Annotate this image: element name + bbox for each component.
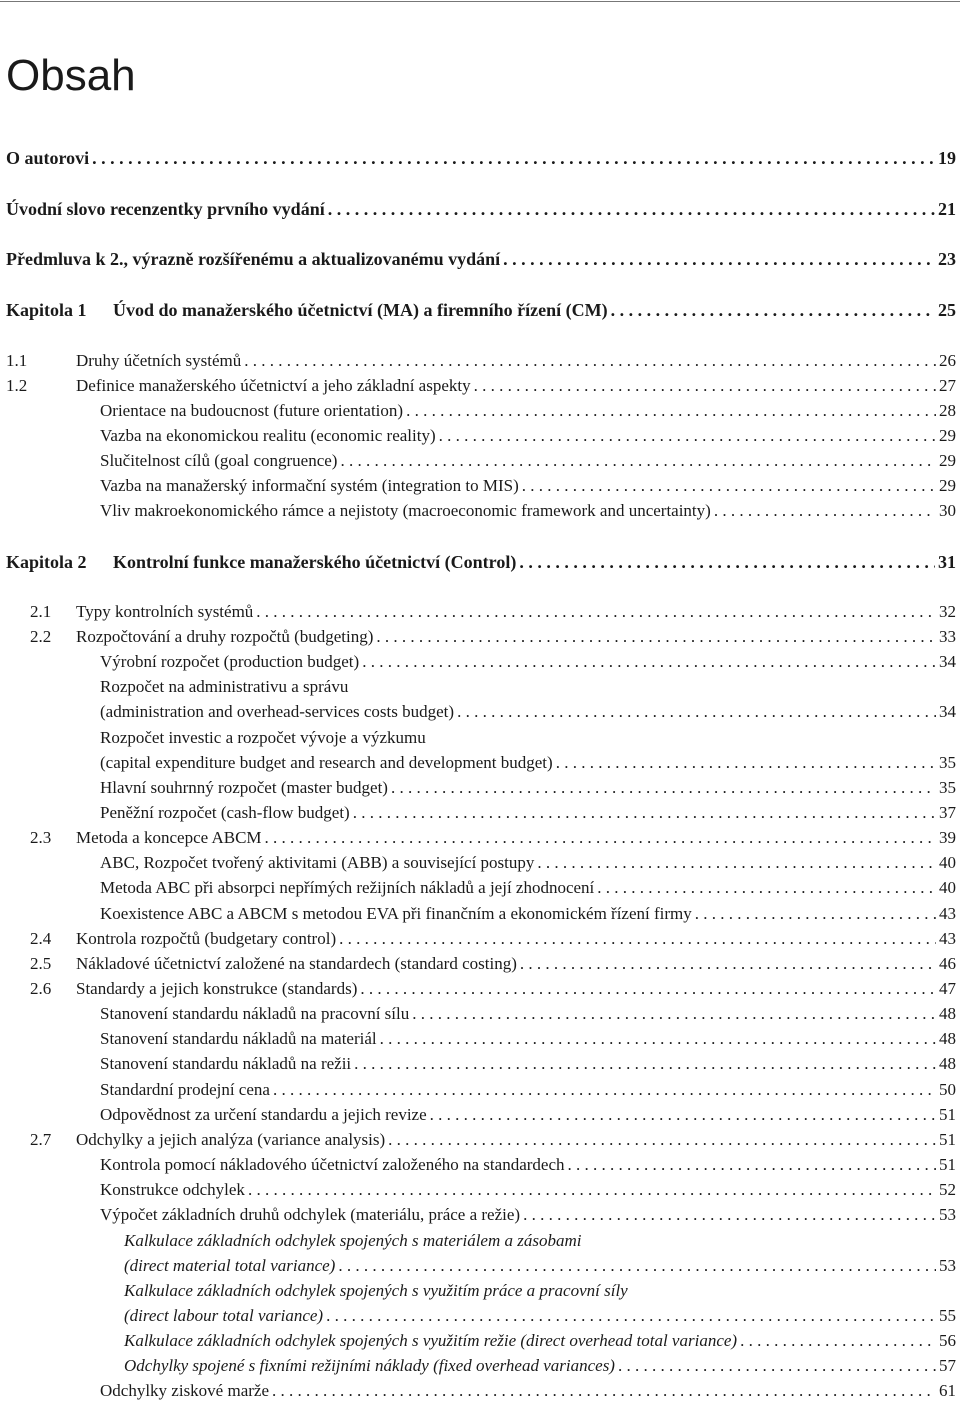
toc-subsubsection-entry[interactable] <box>124 1331 956 1356</box>
toc-entry-title: Kontrola pomocí nákladového účetnictví založeného na standardech <box>100 1155 565 1174</box>
toc-leader <box>714 501 936 521</box>
toc-subsection-entry[interactable] <box>100 778 956 803</box>
toc-entry-title: Kontrolní funkce manažerského účetnictví (Control) <box>113 552 517 572</box>
toc-entry-title: (capital expenditure budget and research and development budget) <box>100 753 553 772</box>
toc-subsubsection-entry[interactable] <box>124 1256 956 1281</box>
toc-section-entry[interactable] <box>30 627 956 652</box>
toc-page-number: 48 <box>939 1029 956 1048</box>
toc-leader <box>391 778 936 798</box>
toc-subsection-entry[interactable] <box>100 1381 956 1406</box>
toc-subsubsection-entry[interactable] <box>124 1356 956 1381</box>
toc-subsubsection-title-line: Kalkulace základních odchylek spojených s využitím práce a pracovní síly <box>124 1281 628 1300</box>
toc-entry-title: Nákladové účetnictví založené na standardech (standard costing) <box>76 954 517 973</box>
toc-page-number: 50 <box>939 1080 956 1099</box>
toc-leader <box>474 376 936 396</box>
toc-page-number: 61 <box>939 1381 956 1400</box>
toc-leader <box>522 476 936 496</box>
toc-leader <box>568 1155 937 1175</box>
toc-page-number: 57 <box>939 1356 956 1375</box>
toc-page-number: 39 <box>939 828 956 847</box>
toc-leader <box>339 929 936 949</box>
toc-section-entry[interactable] <box>30 954 956 979</box>
toc-section-number: 2.6 <box>30 979 52 998</box>
toc-subsection-entry[interactable] <box>100 451 956 476</box>
toc-section-number: 1.1 <box>6 351 28 370</box>
toc-page-number: 53 <box>939 1205 956 1224</box>
toc-entry-title: Předmluva k 2., výrazně rozšířenému a aktualizovanému vydání <box>6 249 501 269</box>
toc-leader <box>740 1331 936 1351</box>
toc-page-number: 34 <box>939 702 956 721</box>
toc-leader <box>244 351 936 371</box>
toc-section-number: 2.1 <box>30 602 52 621</box>
toc-entry-title: Odchylky ziskové marže <box>100 1381 269 1400</box>
toc-page-number: 43 <box>939 929 956 948</box>
toc-leader <box>328 199 935 220</box>
toc-leader <box>520 954 936 974</box>
toc-entry-title: Rozpočtování a druhy rozpočtů (budgeting) <box>76 627 374 646</box>
toc-subsection-entry[interactable] <box>100 853 956 878</box>
toc-leader <box>695 904 936 924</box>
toc-leader <box>406 401 936 421</box>
toc-page-number: 52 <box>939 1180 956 1199</box>
toc-subsection-entry[interactable] <box>100 1004 956 1029</box>
toc-subsection-entry[interactable] <box>100 753 956 778</box>
toc-page-number: 19 <box>938 148 956 168</box>
toc-subsubsection-entry[interactable] <box>124 1306 956 1331</box>
toc-entry-title: Úvod do manažerského účetnictví (MA) a firemního řízení (CM) <box>113 300 608 320</box>
toc-leader <box>412 1004 936 1024</box>
toc-entry-title: Kalkulace základních odchylek spojených s využitím režie (direct overhead total variance) <box>124 1331 738 1350</box>
toc-section-number: 2.5 <box>30 954 52 973</box>
toc-entry-title: Peněžní rozpočet (cash-flow budget) <box>100 803 350 822</box>
toc-subsection-title-line: Rozpočet investic a rozpočet vývoje a výzkumu <box>100 728 426 747</box>
toc-section-number: 2.2 <box>30 627 52 646</box>
toc-page-number: 40 <box>939 853 956 872</box>
toc-leader <box>354 1054 936 1074</box>
toc-entry-title: ABC, Rozpočet tvořený aktivitami (ABB) a související postupy <box>100 853 535 872</box>
toc-subsection-entry[interactable] <box>100 803 956 828</box>
toc-section-number: 1.2 <box>6 376 28 395</box>
toc-leader <box>338 1256 936 1276</box>
toc-entry-title: Orientace na budoucnost (future orientation) <box>100 401 404 420</box>
toc-page-number: 32 <box>939 602 956 621</box>
toc-page-number: 28 <box>939 401 956 420</box>
toc-subsection-entry[interactable] <box>100 401 956 426</box>
toc-entry-title: Stanovení standardu nákladů na materiál <box>100 1029 377 1048</box>
toc-entry-title: Odpovědnost za určení standardu a jejich revize <box>100 1105 427 1124</box>
toc-page-number: 56 <box>939 1331 956 1350</box>
toc-subsection-entry[interactable] <box>100 1105 956 1130</box>
toc-entry-title: O autorovi <box>6 148 90 168</box>
toc-leader <box>272 1381 936 1401</box>
toc-page-number: 53 <box>939 1256 956 1275</box>
toc-page-number: 48 <box>939 1054 956 1073</box>
toc-leader <box>353 803 936 823</box>
toc-entry-title: Výpočet základních druhů odchylek (materiálu, práce a režie) <box>100 1205 521 1224</box>
toc-entry-title: Hlavní souhrnný rozpočet (master budget) <box>100 778 388 797</box>
toc-page-number: 35 <box>939 753 956 772</box>
toc-entry-title: Definice manažerského účetnictví a jeho základní aspekty <box>76 376 471 395</box>
toc-subsection-entry[interactable] <box>100 1080 956 1105</box>
toc-page-number: 43 <box>939 904 956 923</box>
toc-page-number: 37 <box>939 803 956 822</box>
toc-leader <box>92 148 935 169</box>
toc-page-number: 29 <box>939 476 956 495</box>
toc-entry-title: (direct material total variance) <box>124 1256 336 1275</box>
toc-entry-title: Standardy a jejich konstrukce (standards) <box>76 979 358 998</box>
toc-subsection-entry[interactable] <box>100 702 956 727</box>
toc-leader <box>248 1180 936 1200</box>
toc-subsection-entry[interactable] <box>100 1180 956 1205</box>
toc-page-number: 51 <box>939 1105 956 1124</box>
toc-leader <box>556 753 936 773</box>
toc-page-number: 35 <box>939 778 956 797</box>
toc-subsection-entry[interactable] <box>100 426 956 451</box>
toc-entry[interactable] <box>6 199 956 224</box>
toc-page-number: 47 <box>939 979 956 998</box>
toc-section-entry[interactable] <box>30 929 956 954</box>
toc-section-entry[interactable] <box>30 828 956 853</box>
toc-section-number: 2.3 <box>30 828 52 847</box>
toc-leader <box>273 1080 936 1100</box>
toc-leader <box>439 426 936 446</box>
toc-entry-title: Úvodní slovo recenzentky prvního vydání <box>6 199 325 219</box>
toc-page-number: 31 <box>938 552 956 572</box>
toc-subsection-entry[interactable] <box>100 878 956 903</box>
toc-entry-title: (administration and overhead-services costs budget) <box>100 702 455 721</box>
toc-subsection-entry[interactable] <box>100 1029 956 1054</box>
toc-subsection-entry[interactable] <box>100 476 956 501</box>
toc-entry[interactable] <box>6 148 956 173</box>
toc-page-number: 51 <box>939 1155 956 1174</box>
toc-page-number: 55 <box>939 1306 956 1325</box>
toc-entry-title: Slučitelnost cílů (goal congruence) <box>100 451 338 470</box>
toc-entry-title: Konstrukce odchylek <box>100 1180 245 1199</box>
toc-page-number: 23 <box>938 249 956 269</box>
toc-chapter-label: Kapitola 1 <box>6 300 87 320</box>
toc-section-entry[interactable] <box>6 376 956 401</box>
toc-leader <box>376 627 936 647</box>
toc-subsection-entry[interactable] <box>100 501 956 526</box>
toc-page-number: 26 <box>939 351 956 370</box>
toc-entry-title: Výrobní rozpočet (production budget) <box>100 652 360 671</box>
toc-section-entry[interactable] <box>30 979 956 1004</box>
toc-chapter-entry[interactable] <box>6 552 956 577</box>
toc-page-number: 48 <box>939 1004 956 1023</box>
toc-leader <box>326 1306 936 1326</box>
toc-leader <box>430 1105 936 1125</box>
toc-subsection-entry[interactable] <box>100 652 956 677</box>
toc-page-number: 33 <box>939 627 956 646</box>
page-title: Obsah <box>6 51 136 100</box>
toc-entry-title: Stanovení standardu nákladů na režii <box>100 1054 352 1073</box>
toc-entry-title: Kontrola rozpočtů (budgetary control) <box>76 929 337 948</box>
toc-subsection-entry[interactable] <box>100 904 956 929</box>
toc-entry-title: Standardní prodejní cena <box>100 1080 270 1099</box>
toc-leader <box>265 828 936 848</box>
toc-page-number: 30 <box>939 501 956 520</box>
toc-leader <box>256 602 936 622</box>
toc-section-entry[interactable] <box>30 1130 956 1155</box>
toc-leader <box>388 1130 936 1150</box>
toc-entry-title: Typy kontrolních systémů <box>76 602 254 621</box>
toc-page-number: 21 <box>938 199 956 219</box>
toc-leader <box>457 702 936 722</box>
toc-section-number: 2.7 <box>30 1130 52 1149</box>
toc-entry-title: Odchylky spojené s fixními režijními náklady (fixed overhead variances) <box>124 1356 615 1375</box>
toc-chapter-label: Kapitola 2 <box>6 552 87 572</box>
toc-page-number: 25 <box>938 300 956 320</box>
toc-chapter-entry[interactable] <box>6 300 956 325</box>
toc-entry-title: Vazba na manažerský informační systém (integration to MIS) <box>100 476 519 495</box>
toc-entry-title: Odchylky a jejich analýza (variance analysis) <box>76 1130 386 1149</box>
toc-leader <box>340 451 936 471</box>
toc-leader <box>380 1029 936 1049</box>
toc-leader <box>503 249 935 270</box>
toc-leader <box>611 300 935 321</box>
toc-entry-title: Vliv makroekonomického rámce a nejistoty (macroeconomic framework and uncertainty) <box>100 501 711 520</box>
toc-entry[interactable] <box>6 249 956 274</box>
toc-page-number: 51 <box>939 1130 956 1149</box>
toc-leader <box>523 1205 936 1225</box>
toc-page-number: 27 <box>939 376 956 395</box>
toc-entry-title: Druhy účetních systémů <box>76 351 242 370</box>
toc-section-number: 2.4 <box>30 929 52 948</box>
toc-entry-title: (direct labour total variance) <box>124 1306 324 1325</box>
toc-entry-title: Vazba na ekonomickou realitu (economic reality) <box>100 426 436 445</box>
toc-page-number: 29 <box>939 451 956 470</box>
toc-page-number: 34 <box>939 652 956 671</box>
toc-entry-title: Koexistence ABC a ABCM s metodou EVA při finančním a ekonomickém řízení firmy <box>100 904 692 923</box>
toc-subsection-entry[interactable] <box>100 1054 956 1079</box>
toc-page-number: 29 <box>939 426 956 445</box>
toc-subsection-title-line: Rozpočet na administrativu a správu <box>100 677 349 696</box>
toc-subsection-entry[interactable] <box>100 1205 956 1230</box>
toc-section-entry[interactable] <box>30 602 956 627</box>
toc-page-number: 46 <box>939 954 956 973</box>
toc-section-entry[interactable] <box>6 351 956 376</box>
toc-leader <box>519 552 935 573</box>
toc-subsection-entry[interactable] <box>100 1155 956 1180</box>
toc-leader <box>362 652 936 672</box>
toc-entry-title: Metoda a koncepce ABCM <box>76 828 262 847</box>
toc-subsubsection-title-line: Kalkulace základních odchylek spojených s materiálem a zásobami <box>124 1231 582 1250</box>
toc-leader <box>537 853 936 873</box>
toc-entry-title: Stanovení standardu nákladů na pracovní sílu <box>100 1004 410 1023</box>
toc-leader <box>597 878 936 898</box>
toc-leader <box>360 979 936 999</box>
toc-entry-title: Metoda ABC při absorpci nepřímých režijních nákladů a její zhodnocení <box>100 878 595 897</box>
toc-page-number: 40 <box>939 878 956 897</box>
toc-leader <box>618 1356 936 1376</box>
